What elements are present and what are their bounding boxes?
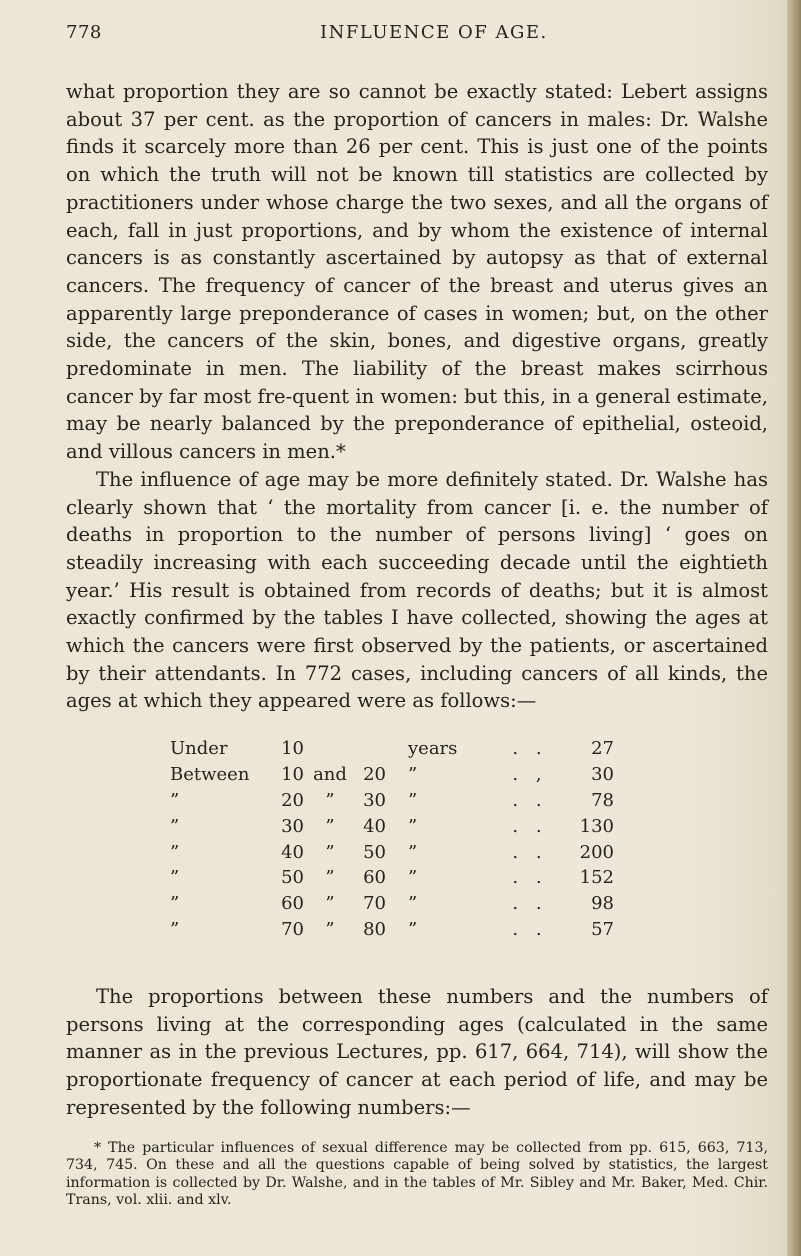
table-row xyxy=(170,762,630,788)
paragraph-3: The proportions between these numbers and the numbers of persons living at the corresponding ages (calculated in the same manner as in the previous Lectures, pp. 617, 664, 714), will show the proportionate frequency of cancer at each period of life, and may be represented by the following numbers:— xyxy=(66,985,768,1119)
age-unit: ” xyxy=(408,815,418,837)
age-from: 70 xyxy=(281,919,304,941)
age-and: ” xyxy=(325,815,335,837)
age-and: ” xyxy=(325,841,335,863)
table-row xyxy=(170,865,630,891)
age-unit: ” xyxy=(408,841,418,863)
row-label: ” xyxy=(170,893,180,915)
age-unit: ” xyxy=(408,893,418,915)
age-from: 40 xyxy=(281,841,304,863)
age-unit: ” xyxy=(408,789,418,811)
age-and: ” xyxy=(325,919,335,941)
case-count: 78 xyxy=(591,789,614,811)
case-count: 57 xyxy=(591,919,614,941)
footnote-text: * The particular influences of sexual difference may be collected from pp. 615, 663, 713, 734, 745. On these and all the questions capable of being solved by statistics, the largest information is collected by Dr. Walshe, and in the tables of Mr. Sibley and Mr. Baker, Med. Chir. Trans, vol. xlii. and xlv. xyxy=(66,1140,768,1208)
row-label: ” xyxy=(170,867,180,889)
row-label: ” xyxy=(170,815,180,837)
age-to: 60 xyxy=(363,867,386,889)
table-row xyxy=(170,840,630,866)
body-text xyxy=(66,78,768,715)
case-count: 98 xyxy=(591,893,614,915)
leader-dots: . . xyxy=(512,893,548,915)
case-count: 200 xyxy=(579,841,614,863)
age-table xyxy=(170,736,630,943)
row-label: Under xyxy=(170,738,228,759)
footnote xyxy=(66,1140,768,1209)
case-count: 27 xyxy=(591,738,614,759)
age-from: 10 xyxy=(281,738,304,759)
age-to: 70 xyxy=(363,893,386,915)
age-from: 10 xyxy=(281,763,304,785)
age-unit: ” xyxy=(408,919,418,941)
table-row xyxy=(170,917,630,943)
age-from: 20 xyxy=(281,789,304,811)
leader-dots: . . xyxy=(512,789,548,811)
case-count: 130 xyxy=(579,815,614,837)
table-row xyxy=(170,891,630,917)
leader-dots: . . xyxy=(512,841,548,863)
age-and: and xyxy=(313,763,347,785)
age-from: 30 xyxy=(281,815,304,837)
table-row xyxy=(170,788,630,814)
age-to: 50 xyxy=(363,841,386,863)
page-header xyxy=(66,22,766,46)
age-unit: ” xyxy=(408,867,418,889)
case-count: 30 xyxy=(591,763,614,785)
leader-dots: . . xyxy=(512,919,548,941)
age-and: ” xyxy=(325,789,335,811)
age-to: 30 xyxy=(363,789,386,811)
age-unit: years xyxy=(408,738,458,759)
age-and: ” xyxy=(325,867,335,889)
leader-dots: . . xyxy=(512,867,548,889)
row-label: ” xyxy=(170,841,180,863)
case-count: 152 xyxy=(579,867,614,889)
age-to: 80 xyxy=(363,919,386,941)
age-from: 50 xyxy=(281,867,304,889)
age-to: 20 xyxy=(363,763,386,785)
paragraph-2: The influence of age may be more definitely stated. Dr. Walshe has clearly shown that ‘ the mortality from cancer [i. e. the number of deaths in proportion to the number of persons living] ‘ goes on steadily increasing with each succeeding decade until the eightieth year.’ His result is obtained from records of deaths; but it is almost exactly confirmed by the tables I have collected, showing the ages at which the cancers were first observed by the patients, or ascertained by their attendants. In 772 cases, including cancers of all kinds, the ages at which they appeared were as follows:— xyxy=(66,467,768,713)
table-row xyxy=(170,736,630,762)
page-number: 778 xyxy=(66,22,102,43)
running-title: INFLUENCE OF AGE. xyxy=(320,22,548,43)
age-unit: ” xyxy=(408,763,418,785)
leader-dots: . . xyxy=(512,815,548,837)
page-edge xyxy=(787,0,801,1256)
age-from: 60 xyxy=(281,893,304,915)
row-label: ” xyxy=(170,919,180,941)
age-and: ” xyxy=(325,893,335,915)
row-label: Between xyxy=(170,763,250,785)
row-label: ” xyxy=(170,789,180,811)
paragraph-1: what proportion they are so cannot be exactly stated: Lebert assigns about 37 per cent. as the proportion of cancers in males: Dr. Walshe finds it scarcely more than 26 per cent. This is just one of the points on which the truth will not be known till statistics are collected by practitioners under whose charge the two sexes, and all the organs of each, fall in just proportions, and by whom the existence of internal cancers is as constantly ascertained by autopsy as that of external cancers. The frequency of cancer of the breast and uterus gives an apparently large preponderance of cases in women; but, on the other side, the cancers of the skin, bones, and digestive organs, greatly predominate in men. The liability of the breast makes scirrhous cancer by far most fre-quent in women: but this, in a general estimate, may be nearly balanced by the preponderance of epithelial, osteoid, and villous cancers in men.* xyxy=(66,80,768,464)
leader-dots: . . xyxy=(512,738,548,759)
age-to: 40 xyxy=(363,815,386,837)
leader-dots: . , xyxy=(512,763,548,785)
closing-text xyxy=(66,983,768,1122)
table-row xyxy=(170,814,630,840)
